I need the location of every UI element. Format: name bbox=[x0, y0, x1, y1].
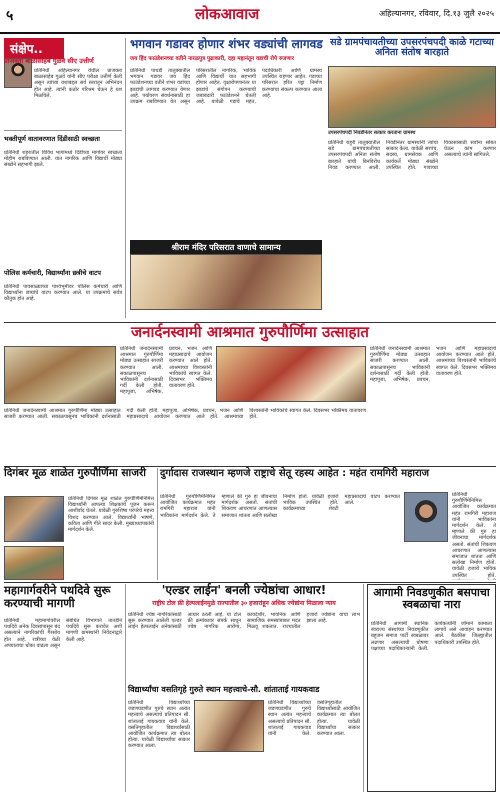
guru-photo-1 bbox=[4, 346, 116, 404]
election-headline: आगामी निवडणुकीत बसपाचा स्वबळाचा नारा bbox=[373, 586, 490, 612]
column-rule bbox=[125, 38, 126, 318]
vidyarthi-body: प्रतिनिधी विद्यार्थ्यांच्या जडणघडणीत गुरुचे स्थान अत्यंत महत्त्वाचे असल्याचे प्रतिपादन सौ. शांताताई गायकवाड यांनी केले. वसतिगृहातील विद्यार्थ्यांसाठी आयोजित कार्यक्रमात त्या बोलत होत्या. यावेळी विद्यार्थ्यांचा सत्कार करण्यात आला. bbox=[128, 700, 190, 750]
durgadas-story bbox=[160, 468, 496, 580]
digambar-story bbox=[4, 468, 154, 580]
mahagramvarini-body: प्रतिनिधी महामार्गावरील पथदिवे अनेक दिवसांपासून बंद असल्याने नागरिकांची गैरसोय होत आहे. रात्रीच्या वेळी अपघाताचा धोका वाढला असून संबंधित विभागाने तातडीने पथदिवे सुरू करावेत अशी मागणी ग्रामस्थांनी निवेदनाद्वारे केली आहे. bbox=[4, 618, 122, 649]
vidyarthi-story bbox=[128, 686, 360, 792]
sankshep-item1-body: प्रतिनिधी अहिल्यानगर येथील प्राजक्ता बाळासाहेब गुळवे यांनी सीए परीक्षा उत्तीर्ण केली असून त्यांच्या यशाबद्दल सर्व स्तरातून अभिनंदन होत आहे. त्यांनी कठोर परिश्रम घेऊन हे यश मिळविले. bbox=[34, 68, 122, 99]
ram-mandir-banner: श्रीराम मंदिर परिसरात वाणाचे सामान्य bbox=[130, 240, 322, 255]
lead-headline: भगवान गडावर होणार शंभर वड्यांची लागवड bbox=[130, 37, 323, 51]
guru-body-lower: प्रतिनिधी जनार्दनस्वामी आश्रमात गुरुपौर्णिमा मोठ्या उत्साहात साजरी करण्यात आली. सकाळपासूनच भाविकांनी दर्शनासाठी गर्दी केली होती. महापूजा, अभिषेक, प्रवचन, भजन आणि महाप्रसादाचे आयोजन करण्यात आले होते. आश्रमाच्या विश्वस्तांनी भाविकांचे स्वागत केले. दिवसभर भक्तिमय वातावरण होते. bbox=[4, 408, 366, 421]
right-top-headline: सडे ग्रामपंचायतीच्या उपसरपंचपदी काळे गटाच्या अनिता संतोष बारहाते bbox=[330, 37, 494, 59]
right-top-caption: उपसरपंचपदी निवडीनंतर सत्कार करताना ग्रामस्थ bbox=[328, 130, 416, 136]
digambar-headline: दिगंबर मूळ शाळेत गुरुपौर्णिमा साजरी bbox=[4, 467, 147, 479]
sankshep-item3-head: पोलिस कर्मचारी, विद्यार्थ्यांना छत्रीचे वाटप bbox=[4, 269, 101, 277]
digambar-body: प्रतिनिधी दिगंबर मूळ शाळेत गुरुपौर्णिमेनिमित्त विद्यार्थ्यांनी आपल्या शिक्षकांचे पूजन करून आशीर्वाद घेतले. यावेळी गुरुशिष्य परंपरेचे महत्त्व विशद करण्यात आले. विद्यार्थ्यांनी भाषणे, कविता आणि गीते सादर केली. मुख्याध्यापकांनी मार्गदर्शन केले. bbox=[68, 496, 154, 534]
vidyarthi-body-cont: प्रतिनिधी विद्यार्थ्यांच्या जडणघडणीत गुरुचे स्थान अत्यंत महत्त्वाचे असल्याचे प्रतिपादन सौ. शांताताई गायकवाड यांनी केले. वसतिगृहातील विद्यार्थ्यांसाठी आयोजित कार्यक्रमात त्या बोलत होत्या. यावेळी विद्यार्थ्यांचा सत्कार करण्यात आला. bbox=[268, 700, 360, 738]
guru-body: प्रतिनिधी जनार्दनस्वामी आश्रमात गुरुपौर्णिमा मोठ्या उत्साहात साजरी करण्यात आली. सकाळपासूनच भाविकांनी दर्शनासाठी गर्दी केली होती. महापूजा, अभिषेक, प्रवचन, भजन आणि महाप्रसादाचे आयोजन करण्यात आले होते. आश्रमाच्या विश्वस्तांनी भाविकांचे स्वागत केले. दिवसभर भक्तिमय वातावरण होते. bbox=[120, 346, 212, 396]
column-rule bbox=[157, 468, 158, 580]
elderline-subheadline: राष्ट्रीय टोल फ्री हेल्पलाईनमुळे राज्यातील ३० हजारांहून अधिक ज्येष्ठांना मिळाला न्याय bbox=[152, 600, 336, 608]
vidyarthi-headline: विद्यार्थ्यांचा वसतिगृहे गुरुते स्थान महत्त्वाचे-सौ. शांताताई गायकवाड bbox=[128, 685, 320, 694]
mahagramvarini-story bbox=[4, 584, 122, 792]
elderline-body: प्रतिनिधी ज्येष्ठ नागरिकांसाठी सुरू करण्यात आलेली एल्डर लाईन हेल्पलाईन अनेकांसाठी आधार ठरली आहे. या टोल फ्री क्रमांकावर संपर्क साधून ज्येष्ठ नागरिक आरोग्य, कायदेशीर, भावनिक आणि सामाजिक समस्यांबाबत मदत मिळवू शकतात. राज्यातील हजारो ज्येष्ठांना याचा लाभ झाला आहे. bbox=[128, 612, 360, 631]
durgadas-body: प्रतिनिधी गुरुपौर्णिमेनिमित्त आयोजित कार्यक्रमात महंत रामगिरी महाराज यांनी भाविकांना मार्गदर्शन केले. ते म्हणाले की गुरु हा जीवनाचा मार्गदर्शक असतो. संतांची शिकवण आचरणात आणल्यास समाजात शांतता आणि सलोखा निर्माण होतो. यावेळी हजारो भाविक उपस्थित होते. कार्यक्रमाच्या शेवटी महाप्रसादाचे वाटप करण्यात आले. bbox=[160, 494, 400, 519]
right-top-body: प्रतिनिधी राहुरी तालुक्यातील सडे ग्रामपंचायतीच्या उपसरपंचपदी अनिता संतोष बारहाते यांची बिनविरोध निवड करण्यात आली. निवडीनंतर ग्रामस्थांनी त्यांचा सत्कार केला. यावेळी सरपंच, सदस्य, ग्रामसेवक आणि कार्यकर्ते मोठ्या संख्येने उपस्थित होते. गावाच्या विकासासाठी सर्वांना सोबत घेऊन काम करणार असल्याचे त्यांनी सांगितले. bbox=[328, 140, 496, 171]
right-top-photo bbox=[328, 66, 496, 128]
sankshep-label: संक्षेप.. bbox=[4, 38, 64, 59]
vidyarthi-photo bbox=[194, 700, 264, 752]
column-rule bbox=[125, 584, 126, 792]
lead-body: प्रतिनिधी पाथर्डी तालुक्यातील भगवान गडावर जय हिंद फाउंडेशनच्या वतीने शंभर वडांच्या झाडांची लागवड करण्यात येणार आहे. पर्यावरण संवर्धनासाठी हा उपक्रम राबविण्यात येत असून परिसरातील नागरिक, भाविक आणि विद्यार्थी यात सहभागी होणार आहेत. वृक्षारोपणानंतर या झाडांचे संगोपन करण्याची जबाबदारी फाउंडेशनने घेतली आहे. यावेळी गडाचे महंत, पदाधिकारी आणि ग्रामस्थ उपस्थित राहणार आहेत. गडाच्या परिसरात हरित पट्टा निर्माण करण्याचा संकल्प करण्यात आला आहे. bbox=[130, 68, 322, 106]
mahagramvarini-headline: महागार्गवरीने पथदिवे सुरू करण्याची मागणी bbox=[4, 583, 111, 610]
guru-body-cont: प्रतिनिधी जनार्दनस्वामी आश्रमात गुरुपौर्णिमा मोठ्या उत्साहात साजरी करण्यात आली. सकाळपासूनच भाविकांनी दर्शनासाठी गर्दी केली होती. महापूजा, अभिषेक, प्रवचन, भजन आणि महाप्रसादाचे आयोजन करण्यात आले होते. आश्रमाच्या विश्वस्तांनी भाविकांचे स्वागत केले. दिवसभर भक्तिमय वातावरण होते. bbox=[370, 346, 496, 384]
sankshep-column bbox=[4, 38, 122, 318]
election-story bbox=[367, 584, 496, 792]
divider bbox=[4, 130, 122, 131]
guru-photo-2 bbox=[216, 346, 366, 402]
election-body: प्रतिनिधी आगामी स्थानिक स्वराज्य संस्थांच्या निवडणुकीत बहुजन समाज पार्टी स्वबळावर लढणार असल्याची घोषणा पक्षाच्या पदाधिकाऱ्यांनी केली. कार्यकर्त्यांनी जोमाने कामाला लागावे असे आवाहन करण्यात आले. बैठकीस जिल्ह्यातील पदाधिकारी उपस्थित होते. bbox=[371, 621, 492, 652]
sankshep-item2-head: भक्तीपूर्ण वातावरणात दिंडीसाठी स्वच्छता bbox=[4, 135, 100, 143]
sankshep-item1-head: प्राजक्ता बाळासाहेब गुळवे सीए उत्तीर्ण bbox=[4, 57, 94, 65]
elderline-story bbox=[128, 584, 360, 684]
ram-mandir-photo bbox=[130, 254, 322, 310]
ram-mandir-story bbox=[130, 240, 322, 298]
elderline-headline: 'एल्डर लाईन' बनली ज्येष्ठांचा आधार! bbox=[161, 583, 327, 597]
digambar-photo-2 bbox=[4, 546, 64, 580]
durgadas-body-cont: प्रतिनिधी गुरुपौर्णिमेनिमित्त आयोजित कार्यक्रमात महंत रामगिरी महाराज यांनी भाविकांना मार्गदर्शन केले. ते म्हणाले की गुरु हा जीवनाचा मार्गदर्शक असतो. संतांची शिकवण आचरणात आणल्यास समाजात शांतता आणि सलोखा निर्माण होतो. यावेळी हजारो भाविक उपस्थित होते. bbox=[452, 492, 496, 579]
sankshep-item3-body: प्रतिनिधी पावसाळ्याच्या पार्श्वभूमीवर पोलिस कर्मचारी आणि विद्यार्थ्यांना छत्र्यांचे वाटप करण्यात आले. या उपक्रमाचे सर्वत्र कौतुक होत आहे. bbox=[4, 284, 122, 303]
masthead bbox=[0, 0, 500, 34]
durgadas-headline: दुर्गादास राजस्थान म्हणजे राष्ट्राचे सेतू रहस्य आहेत : महंत रामगिरी महाराज bbox=[160, 468, 430, 479]
guru-story bbox=[4, 324, 496, 464]
durgadas-portrait bbox=[404, 492, 448, 542]
newspaper-logo: लोकआवाज bbox=[195, 5, 260, 23]
dateline: अहिल्यानगर, रविवार, दि.१३ जुलै २०२५ bbox=[378, 9, 494, 18]
sankshep-item2-body: प्रतिनिधी शहरातील विविध भागांमध्ये दिंडीच्या मार्गावर स्वच्छता मोहीम राबविण्यात आली. यात नागरिक आणि विद्यार्थी मोठ्या संख्येने सहभागी झाले. bbox=[4, 150, 122, 169]
page-number: ५ bbox=[6, 8, 14, 24]
digambar-photo bbox=[4, 496, 64, 542]
lead-subheadline: जय हिंद फाउंडेशनच्या वतीने नारळपुत्र पुढाकारी, दहा महानंतून वडाची रोपे रुजणार bbox=[130, 56, 294, 63]
guru-headline: जनार्दनस्वामी आश्रमात गुरुपौर्णिमा उत्साहात bbox=[131, 323, 369, 341]
lead-story bbox=[130, 38, 322, 238]
right-top-story bbox=[328, 38, 496, 288]
column-rule bbox=[363, 584, 364, 792]
